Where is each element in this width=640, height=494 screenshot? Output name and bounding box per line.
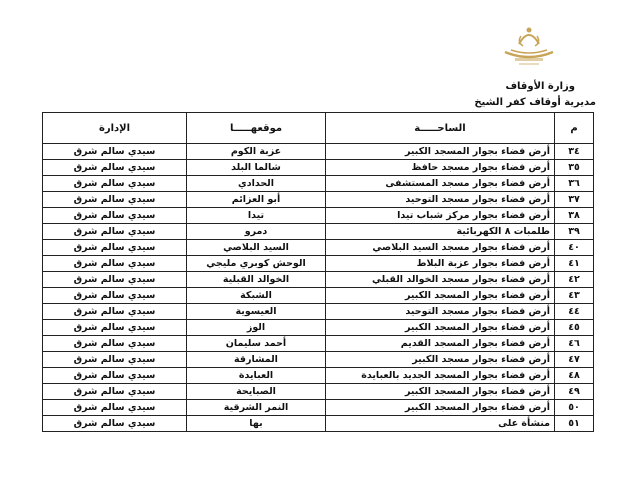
row-place: أرض فضاء بجوار مسجد السيد البلاصي	[326, 240, 555, 256]
row-location: السيد البلاصي	[187, 240, 326, 256]
table-row	[43, 272, 594, 288]
directorate-title: مديرية أوقاف كفر الشيخ	[474, 97, 596, 108]
row-admin: سيدي سالم شرق	[43, 336, 187, 352]
row-location: الصبايحة	[187, 384, 326, 400]
row-num: ٤٤	[555, 304, 594, 320]
row-admin: سيدي سالم شرق	[43, 240, 187, 256]
row-num: ٣٥	[555, 160, 594, 176]
row-admin: سيدي سالم شرق	[43, 400, 187, 416]
row-place: أرض فضاء بجوار مسجد الخوالد القبلي	[326, 272, 555, 288]
row-num: ٤٩	[555, 384, 594, 400]
ministry-title: وزارة الأوقاف	[505, 81, 575, 92]
row-place: أرض فضاء بجوار المسجد الكبير	[326, 384, 555, 400]
row-place: أرض فضاء بجوار مسجد التوحيد	[326, 304, 555, 320]
table-row	[43, 240, 594, 256]
row-place: أرض فضاء بجوار المسجد الكبير	[326, 320, 555, 336]
row-num: ٤٠	[555, 240, 594, 256]
row-place: أرض فضاء بجوار المسجد الكبير	[326, 288, 555, 304]
table-row	[43, 208, 594, 224]
row-place: أرض فضاء بجوار مركز شباب تيدا	[326, 208, 555, 224]
table-row	[43, 320, 594, 336]
column-header-admin: الإدارة	[43, 113, 187, 144]
row-num: ٥١	[555, 416, 594, 432]
row-admin: سيدي سالم شرق	[43, 288, 187, 304]
row-place: أرض فضاء بجوار المسجد الكبير	[326, 144, 555, 160]
table-row	[43, 224, 594, 240]
row-num: ٣٧	[555, 192, 594, 208]
row-place: أرض فضاء بجوار مسجد حافظ	[326, 160, 555, 176]
row-num: ٤٦	[555, 336, 594, 352]
row-location: العبايدة	[187, 368, 326, 384]
row-num: ٥٠	[555, 400, 594, 416]
row-place: أرض فضاء بجوار المسجد القديم	[326, 336, 555, 352]
table-header-row	[43, 113, 594, 144]
row-num: ٣٤	[555, 144, 594, 160]
row-admin: سيدي سالم شرق	[43, 160, 187, 176]
row-num: ٤١	[555, 256, 594, 272]
row-location: شالما البلد	[187, 160, 326, 176]
row-admin: سيدي سالم شرق	[43, 272, 187, 288]
row-admin: سيدي سالم شرق	[43, 144, 187, 160]
row-num: ٣٩	[555, 224, 594, 240]
row-location: الشبكة	[187, 288, 326, 304]
row-location: النمر الشرقية	[187, 400, 326, 416]
row-admin: سيدي سالم شرق	[43, 384, 187, 400]
row-location: المشارقة	[187, 352, 326, 368]
row-num: ٣٨	[555, 208, 594, 224]
row-place: أرض فضاء بجوار مسجد التوحيد	[326, 192, 555, 208]
table-row	[43, 176, 594, 192]
row-place: أرض فضاء بجوار المسجد الكبير	[326, 400, 555, 416]
row-admin: سيدي سالم شرق	[43, 416, 187, 432]
table-row	[43, 368, 594, 384]
table-row	[43, 160, 594, 176]
table-row	[43, 288, 594, 304]
row-admin: سيدي سالم شرق	[43, 368, 187, 384]
row-admin: سيدي سالم شرق	[43, 352, 187, 368]
row-place: أرض فضاء بجوار مسجد المستشفى	[326, 176, 555, 192]
row-num: ٤٧	[555, 352, 594, 368]
row-location: أحمد سليمان	[187, 336, 326, 352]
row-admin: سيدي سالم شرق	[43, 192, 187, 208]
row-location: الوز	[187, 320, 326, 336]
squares-table	[42, 112, 594, 432]
row-location: عزبة الكوم	[187, 144, 326, 160]
row-admin: سيدي سالم شرق	[43, 208, 187, 224]
table-row	[43, 336, 594, 352]
row-location: بها	[187, 416, 326, 432]
row-location: تيدا	[187, 208, 326, 224]
row-location: الخوالد القبلية	[187, 272, 326, 288]
column-header-num: م	[555, 113, 594, 144]
ministry-logo-emblem-icon	[497, 22, 561, 68]
row-admin: سيدي سالم شرق	[43, 304, 187, 320]
table-row	[43, 192, 594, 208]
row-location: الوحش كوبري مليجي	[187, 256, 326, 272]
row-location: دمرو	[187, 224, 326, 240]
row-place: أرض فضاء بجوار مسجد الكبير	[326, 352, 555, 368]
row-location: العيسوية	[187, 304, 326, 320]
table-row	[43, 304, 594, 320]
row-admin: سيدي سالم شرق	[43, 320, 187, 336]
row-num: ٤٣	[555, 288, 594, 304]
row-location: أبو العزائم	[187, 192, 326, 208]
row-place: طلمبات ٨ الكهربائية	[326, 224, 555, 240]
table-row	[43, 416, 594, 432]
ministry-logo	[497, 22, 561, 68]
column-header-location: موقعهـــــا	[187, 113, 326, 144]
table-row	[43, 352, 594, 368]
row-place: منشأة على	[326, 416, 555, 432]
table-row	[43, 400, 594, 416]
row-admin: سيدي سالم شرق	[43, 176, 187, 192]
table-row	[43, 256, 594, 272]
row-num: ٤٢	[555, 272, 594, 288]
row-num: ٤٥	[555, 320, 594, 336]
table-row	[43, 144, 594, 160]
row-place: أرض فضاء بجوار المسجد الجديد بالعبايدة	[326, 368, 555, 384]
table-row	[43, 384, 594, 400]
row-admin: سيدي سالم شرق	[43, 256, 187, 272]
row-admin: سيدي سالم شرق	[43, 224, 187, 240]
row-num: ٣٦	[555, 176, 594, 192]
row-num: ٤٨	[555, 368, 594, 384]
row-place: أرض فضاء بجوار عزبة البلاط	[326, 256, 555, 272]
row-location: الحدادي	[187, 176, 326, 192]
column-header-place: الساحـــــة	[326, 113, 555, 144]
